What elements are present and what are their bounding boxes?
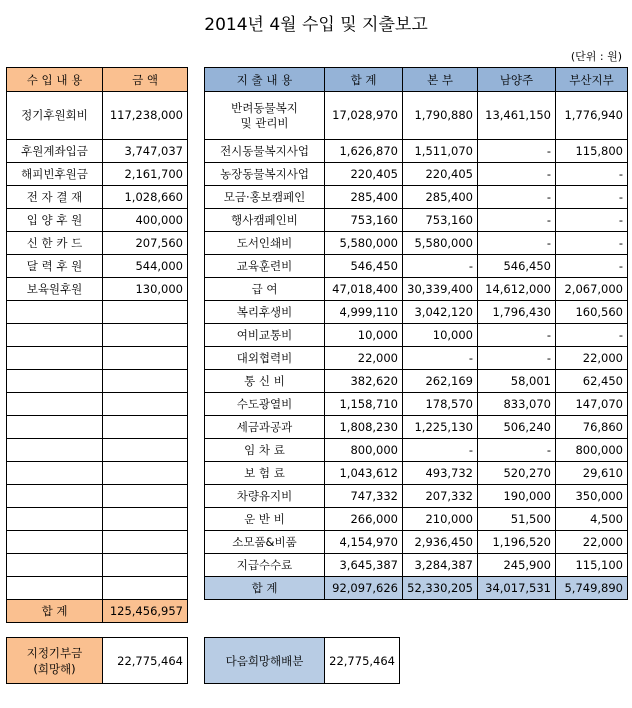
expense-label: 임 차 료 — [205, 439, 325, 462]
expense-header-cell: 남양주 — [478, 68, 556, 92]
income-label: 달 력 후 원 — [7, 255, 103, 278]
income-empty-row — [7, 370, 188, 393]
expense-row — [205, 531, 628, 554]
expense-amount-nyj: 506,240 — [478, 416, 556, 439]
expense-amount-total: 3,645,387 — [325, 554, 403, 577]
expense-amount-nyj: 58,001 — [478, 370, 556, 393]
income-amount: 3,747,037 — [103, 140, 188, 163]
income-empty-cell — [7, 301, 103, 324]
expense-amount-busan: 22,000 — [556, 347, 628, 370]
expense-label: 여비교통비 — [205, 324, 325, 347]
expense-amount-busan: - — [556, 209, 628, 232]
expense-amount-busan: 1,776,940 — [556, 92, 628, 140]
expense-amount-nyj: - — [478, 347, 556, 370]
income-row — [7, 232, 188, 255]
expense-amount-total: 382,620 — [325, 370, 403, 393]
income-label: 입 양 후 원 — [7, 209, 103, 232]
expense-total-label: 합 계 — [205, 577, 325, 600]
designated-amount: 22,775,464 — [103, 638, 188, 684]
expense-amount-nyj: 245,900 — [478, 554, 556, 577]
expense-amount-hq: 2,936,450 — [403, 531, 478, 554]
expense-amount-nyj: - — [478, 140, 556, 163]
expense-amount-busan: - — [556, 163, 628, 186]
expense-row — [205, 232, 628, 255]
expense-header-cell: 부산지부 — [556, 68, 628, 92]
expense-label: 도서인쇄비 — [205, 232, 325, 255]
expense-amount-hq: 5,580,000 — [403, 232, 478, 255]
expense-amount-nyj: - — [478, 324, 556, 347]
expense-amount-total: 5,580,000 — [325, 232, 403, 255]
income-row — [7, 209, 188, 232]
income-empty-row — [7, 485, 188, 508]
expense-amount-busan: - — [556, 324, 628, 347]
expense-amount-nyj: 14,612,000 — [478, 278, 556, 301]
expense-amount-total: 1,043,612 — [325, 462, 403, 485]
expense-amount-hq: 493,732 — [403, 462, 478, 485]
expense-amount-total: 4,154,970 — [325, 531, 403, 554]
expense-total-row — [205, 577, 628, 600]
income-amount: 207,560 — [103, 232, 188, 255]
expense-amount-busan: 115,100 — [556, 554, 628, 577]
expense-amount-hq: 220,405 — [403, 163, 478, 186]
expense-total-hq: 52,330,205 — [403, 577, 478, 600]
expense-amount-nyj: 1,796,430 — [478, 301, 556, 324]
income-empty-row — [7, 347, 188, 370]
expense-amount-nyj: - — [478, 439, 556, 462]
expense-amount-nyj: 1,196,520 — [478, 531, 556, 554]
expense-amount-hq: - — [403, 439, 478, 462]
income-row — [7, 278, 188, 301]
income-empty-row — [7, 324, 188, 347]
income-label: 해피빈후원금 — [7, 163, 103, 186]
income-empty-row — [7, 439, 188, 462]
expense-amount-total: 17,028,970 — [325, 92, 403, 140]
expense-row — [205, 186, 628, 209]
next-hope-label: 다음희망해배분 — [205, 638, 325, 684]
expense-amount-nyj: 546,450 — [478, 255, 556, 278]
expense-amount-total: 753,160 — [325, 209, 403, 232]
income-row — [7, 140, 188, 163]
expense-row — [205, 485, 628, 508]
expense-header-row — [205, 68, 628, 92]
expense-label: 차량유지비 — [205, 485, 325, 508]
income-empty-cell — [7, 439, 103, 462]
expense-amount-nyj: - — [478, 163, 556, 186]
expense-row — [205, 140, 628, 163]
expense-amount-busan: 350,000 — [556, 485, 628, 508]
expense-label: 급 여 — [205, 278, 325, 301]
income-empty-row — [7, 554, 188, 577]
expense-row — [205, 416, 628, 439]
income-empty-cell — [7, 531, 103, 554]
next-hope-amount: 22,775,464 — [325, 638, 400, 684]
expense-label: 농장동물복지사업 — [205, 163, 325, 186]
expense-amount-busan: 160,560 — [556, 301, 628, 324]
expense-label: 전시동물복지사업 — [205, 140, 325, 163]
expense-amount-total: 1,158,710 — [325, 393, 403, 416]
expense-amount-total: 800,000 — [325, 439, 403, 462]
income-empty-row — [7, 462, 188, 485]
expense-row — [205, 370, 628, 393]
expense-amount-busan: 800,000 — [556, 439, 628, 462]
expense-amount-hq: 3,042,120 — [403, 301, 478, 324]
income-empty-row — [7, 577, 188, 600]
expense-amount-hq: 3,284,387 — [403, 554, 478, 577]
income-label: 후원계좌입금 — [7, 140, 103, 163]
expense-amount-hq: - — [403, 347, 478, 370]
expense-amount-total: 4,999,110 — [325, 301, 403, 324]
income-row — [7, 255, 188, 278]
expense-amount-busan: - — [556, 232, 628, 255]
expense-amount-total: 220,405 — [325, 163, 403, 186]
income-empty-cell — [7, 393, 103, 416]
expense-label: 반려동물복지 및 관리비 — [205, 92, 325, 140]
expense-amount-hq: 10,000 — [403, 324, 478, 347]
expense-amount-busan: 147,070 — [556, 393, 628, 416]
expense-label: 세금과공과 — [205, 416, 325, 439]
expense-amount-total: 266,000 — [325, 508, 403, 531]
income-amount: 400,000 — [103, 209, 188, 232]
income-empty-cell — [7, 508, 103, 531]
expense-amount-hq: 207,332 — [403, 485, 478, 508]
income-row — [7, 186, 188, 209]
expense-amount-total: 1,808,230 — [325, 416, 403, 439]
income-header-cell: 금 액 — [103, 68, 188, 92]
income-empty-cell — [103, 393, 188, 416]
expense-amount-total: 47,018,400 — [325, 278, 403, 301]
income-empty-cell — [103, 439, 188, 462]
income-total-label: 합 계 — [7, 600, 103, 623]
income-empty-cell — [103, 508, 188, 531]
expense-amount-hq: 285,400 — [403, 186, 478, 209]
income-total-row — [7, 600, 188, 623]
expense-label: 행사캠페인비 — [205, 209, 325, 232]
income-empty-cell — [7, 577, 103, 600]
expense-table — [204, 67, 628, 600]
page-title: 2014년 4월 수입 및 지출보고 — [204, 15, 428, 35]
expense-label: 보 험 료 — [205, 462, 325, 485]
expense-amount-hq: 30,339,400 — [403, 278, 478, 301]
expense-row — [205, 393, 628, 416]
expense-row — [205, 209, 628, 232]
expense-label: 수도광열비 — [205, 393, 325, 416]
income-amount: 544,000 — [103, 255, 188, 278]
expense-row — [205, 301, 628, 324]
expense-amount-nyj: - — [478, 186, 556, 209]
expense-amount-nyj: 520,270 — [478, 462, 556, 485]
income-empty-row — [7, 393, 188, 416]
expense-label: 교육훈련비 — [205, 255, 325, 278]
expense-row — [205, 278, 628, 301]
income-label: 전 자 결 재 — [7, 186, 103, 209]
expense-row — [205, 92, 628, 140]
expense-row — [205, 508, 628, 531]
income-empty-row — [7, 531, 188, 554]
expense-amount-total: 22,000 — [325, 347, 403, 370]
next-hope-box — [204, 637, 400, 684]
income-empty-cell — [103, 462, 188, 485]
income-label: 정기후원회비 — [7, 92, 103, 140]
expense-amount-busan: 62,450 — [556, 370, 628, 393]
expense-amount-nyj: 13,461,150 — [478, 92, 556, 140]
income-empty-cell — [103, 485, 188, 508]
income-empty-cell — [7, 416, 103, 439]
expense-header-cell: 본 부 — [403, 68, 478, 92]
expense-amount-total: 285,400 — [325, 186, 403, 209]
expense-row — [205, 462, 628, 485]
income-empty-cell — [103, 554, 188, 577]
expense-label: 통 신 비 — [205, 370, 325, 393]
expense-amount-busan: - — [556, 186, 628, 209]
income-label: 신 한 카 드 — [7, 232, 103, 255]
expense-amount-hq: 210,000 — [403, 508, 478, 531]
expense-amount-total: 546,450 — [325, 255, 403, 278]
income-empty-cell — [103, 416, 188, 439]
expense-amount-busan: 2,067,000 — [556, 278, 628, 301]
expense-row — [205, 554, 628, 577]
expense-amount-busan: 29,610 — [556, 462, 628, 485]
expense-amount-total: 747,332 — [325, 485, 403, 508]
income-row — [7, 163, 188, 186]
unit-note: (단위 : 원) — [570, 50, 622, 63]
income-amount: 2,161,700 — [103, 163, 188, 186]
expense-amount-hq: 1,790,880 — [403, 92, 478, 140]
income-table — [6, 67, 188, 623]
income-empty-cell — [7, 324, 103, 347]
expense-amount-total: 10,000 — [325, 324, 403, 347]
expense-amount-nyj: 51,500 — [478, 508, 556, 531]
income-header-cell: 수 입 내 용 — [7, 68, 103, 92]
income-empty-cell — [7, 554, 103, 577]
expense-header-cell: 합 계 — [325, 68, 403, 92]
expense-amount-hq: 262,169 — [403, 370, 478, 393]
income-empty-row — [7, 508, 188, 531]
expense-amount-total: 1,626,870 — [325, 140, 403, 163]
expense-row — [205, 163, 628, 186]
income-empty-cell — [103, 324, 188, 347]
expense-label: 운 반 비 — [205, 508, 325, 531]
income-empty-cell — [103, 577, 188, 600]
income-empty-row — [7, 416, 188, 439]
expense-amount-hq: 753,160 — [403, 209, 478, 232]
expense-row — [205, 439, 628, 462]
income-total-amount: 125,456,957 — [103, 600, 188, 623]
income-amount: 1,028,660 — [103, 186, 188, 209]
expense-row — [205, 347, 628, 370]
expense-label: 지급수수료 — [205, 554, 325, 577]
expense-header-cell: 지 출 내 용 — [205, 68, 325, 92]
expense-row — [205, 324, 628, 347]
designated-donation-box — [6, 637, 188, 684]
expense-total-total: 92,097,626 — [325, 577, 403, 600]
income-header-row — [7, 68, 188, 92]
income-empty-cell — [7, 485, 103, 508]
expense-amount-nyj: - — [478, 209, 556, 232]
expense-amount-busan: - — [556, 255, 628, 278]
expense-label: 소모품&비품 — [205, 531, 325, 554]
expense-amount-hq: - — [403, 255, 478, 278]
expense-label: 복리후생비 — [205, 301, 325, 324]
expense-total-nyj: 34,017,531 — [478, 577, 556, 600]
income-empty-cell — [7, 462, 103, 485]
expense-amount-nyj: - — [478, 232, 556, 255]
expense-label: 대외협력비 — [205, 347, 325, 370]
expense-amount-busan: 22,000 — [556, 531, 628, 554]
designated-label: 지정기부금 (희망해) — [7, 638, 103, 684]
expense-amount-nyj: 833,070 — [478, 393, 556, 416]
expense-total-busan: 5,749,890 — [556, 577, 628, 600]
expense-row — [205, 255, 628, 278]
expense-amount-busan: 76,860 — [556, 416, 628, 439]
income-empty-row — [7, 301, 188, 324]
income-label: 보육원후원 — [7, 278, 103, 301]
expense-amount-hq: 1,511,070 — [403, 140, 478, 163]
expense-amount-busan: 115,800 — [556, 140, 628, 163]
expense-amount-hq: 178,570 — [403, 393, 478, 416]
income-empty-cell — [7, 370, 103, 393]
expense-label: 모금·홍보캠페인 — [205, 186, 325, 209]
income-empty-cell — [103, 347, 188, 370]
expense-amount-nyj: 190,000 — [478, 485, 556, 508]
income-amount: 117,238,000 — [103, 92, 188, 140]
income-empty-cell — [103, 370, 188, 393]
expense-amount-busan: 4,500 — [556, 508, 628, 531]
expense-amount-hq: 1,225,130 — [403, 416, 478, 439]
income-empty-cell — [103, 531, 188, 554]
income-empty-cell — [7, 347, 103, 370]
income-amount: 130,000 — [103, 278, 188, 301]
income-empty-cell — [103, 301, 188, 324]
income-row — [7, 92, 188, 140]
